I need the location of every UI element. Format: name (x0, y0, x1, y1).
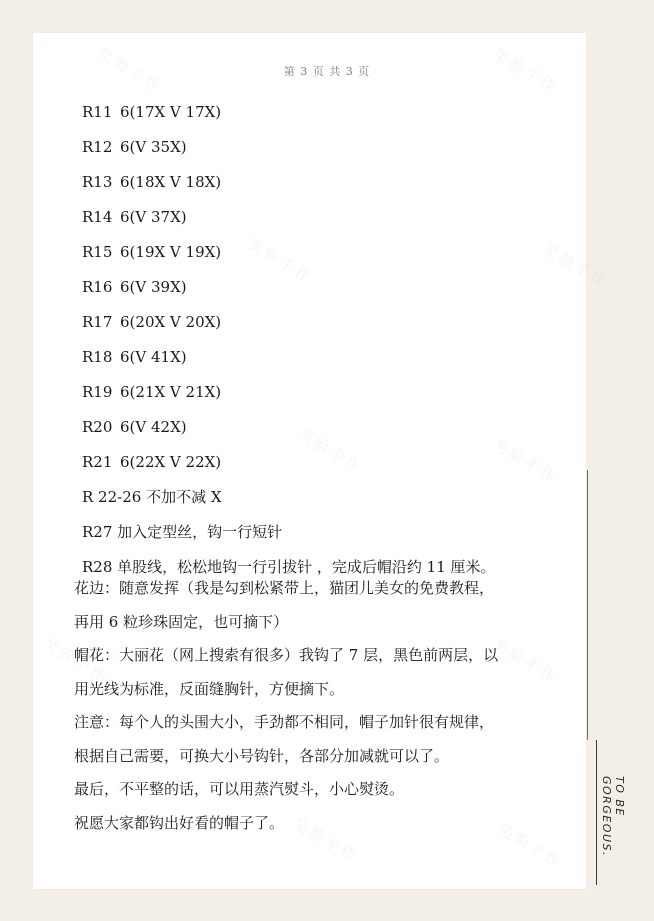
row-instruction: 6(20X V 20X) (120, 313, 222, 331)
pattern-row (82, 415, 572, 450)
row-id: R11 (82, 103, 113, 121)
row-id: R12 (82, 138, 113, 156)
pattern-row (82, 100, 572, 135)
row-instruction: 6(19X V 19X) (120, 243, 222, 261)
row-instruction: 6(V 41X) (120, 348, 187, 366)
margin-rule (587, 470, 588, 740)
row-id: R14 (82, 208, 113, 226)
note-line-flower: 帽花：大丽花（网上搜索有很多）我钩了 7 层，黑色前两层，以 (74, 646, 499, 664)
pattern-row (82, 135, 572, 170)
row-list (82, 100, 572, 590)
notes-section (74, 576, 574, 844)
row-id: R15 (82, 243, 113, 261)
row-id: R18 (82, 348, 113, 366)
pattern-row (82, 380, 572, 415)
pattern-row (82, 170, 572, 205)
pattern-row (82, 450, 572, 485)
pattern-row (82, 275, 572, 310)
row-id: R21 (82, 453, 113, 471)
page-number-header: 第 3 页 共 3 页 (283, 65, 371, 78)
row-id: R20 (82, 418, 113, 436)
note-line-wish: 祝愿大家都钩出好看的帽子了。 (74, 813, 285, 832)
row-id: R16 (82, 278, 113, 296)
note-line-finally: 最后，不平整的话，可以用蒸汽熨斗，小心熨烫。 (74, 780, 405, 798)
row-id: R17 (82, 313, 113, 331)
pattern-row (82, 345, 572, 380)
pattern-row (82, 310, 572, 345)
pattern-row-28: R28 单股线，松松地钩一行引拔针 ，完成后帽沿约 11 厘米。 (82, 558, 496, 576)
side-tagline: TO BE GORGEOUS. (600, 776, 626, 857)
row-instruction: 6(V 39X) (120, 278, 187, 296)
side-divider (596, 740, 597, 885)
note-line-attention: 注意：每个人的头围大小，手劲都不相同，帽子加针很有规律， (74, 713, 495, 731)
row-instruction: 6(V 35X) (120, 138, 187, 156)
row-instruction: 6(18X V 18X) (120, 173, 222, 191)
pattern-row-22-26: R 22-26 不加不减 X (82, 488, 222, 506)
row-instruction: 6(22X V 22X) (120, 453, 222, 471)
pattern-row-27: R27 加入定型丝，钩一行短针 (82, 523, 283, 541)
pattern-row (82, 205, 572, 240)
note-line-edging: 花边：随意发挥（我是勾到松紧带上，猫团儿美女的免费教程， (74, 579, 495, 597)
note-line-flower-cont: 用光线为标准，反面缝胸针，方便摘下。 (74, 679, 345, 698)
row-instruction: 6(V 37X) (120, 208, 187, 226)
row-instruction: 6(21X V 21X) (120, 383, 222, 401)
row-instruction: 6(V 42X) (120, 418, 187, 436)
note-line-attention-cont: 根据自己需要，可换大小号钩针，各部分加减就可以了。 (74, 746, 450, 765)
side-tagline-block (596, 740, 624, 890)
note-line-edging-cont: 再用 6 粒珍珠固定，也可摘下） (74, 612, 289, 631)
row-id: R13 (82, 173, 113, 191)
row-instruction: 6(17X V 17X) (120, 103, 222, 121)
pattern-row (82, 240, 572, 275)
row-id: R19 (82, 383, 113, 401)
